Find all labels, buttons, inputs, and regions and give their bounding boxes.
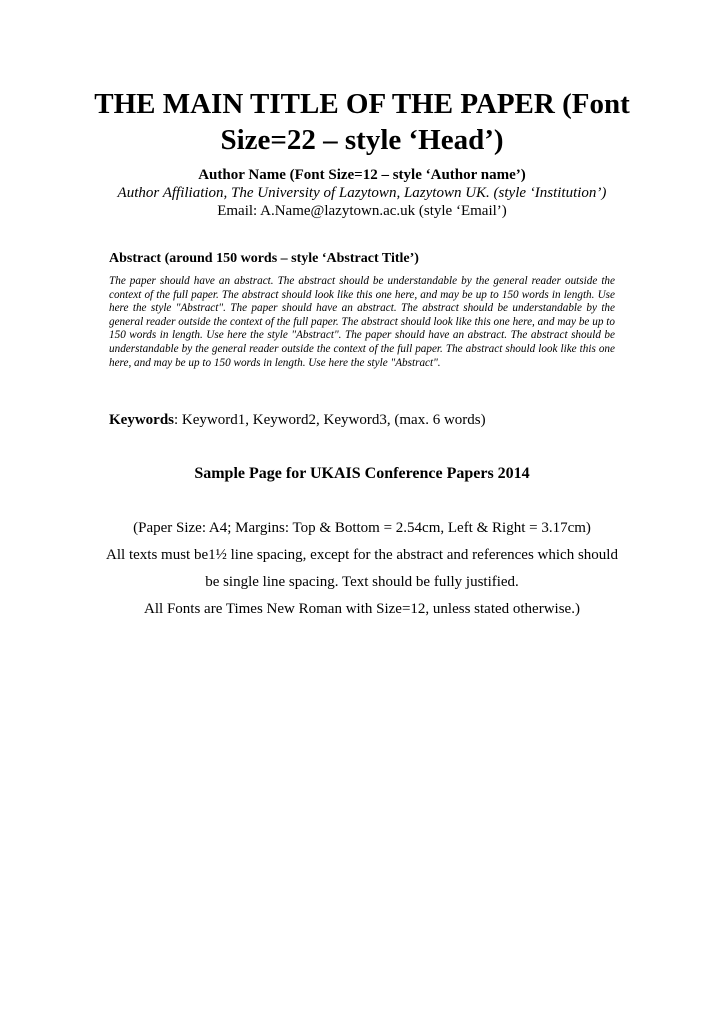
abstract-body: The paper should have an abstract. The abstract should be understandable by the general reader outside the context of the full paper. The abstract should look like this one here, and may be up to 150 words in length. Use here the style "Abstract". The paper should have an abstract. The abstract should be understandable by the general reader outside the context of the full paper. The abstract should look like this one here, and may be up to 150 words in length. Use here the style "Abstract". The paper should have an abstract. The abstract should be understandable by the general reader outside the context of the full paper. The abstract should look like this one here, and may be up to 150 words in length. Use here the style "Abstract".: [109, 275, 615, 369]
paper-title: [90, 86, 634, 158]
abstract-title: Abstract (around 150 words – style ‘Abstract Title’): [109, 251, 419, 266]
guideline-line-1: (Paper Size: A4; Margins: Top & Bottom = 2.54cm, Left & Right = 3.17cm): [133, 520, 591, 536]
guideline-line-2: All texts must be1½ line spacing, except for the abstract and references which should: [106, 547, 618, 563]
keywords-line: [109, 411, 615, 429]
keywords-label: Keywords: [109, 412, 174, 428]
author-name: Author Name (Font Size=12 – style ‘Author name’): [198, 167, 526, 183]
author-block: [90, 166, 634, 220]
author-email: Email: A.Name@lazytown.ac.uk (style ‘Email’): [217, 203, 507, 219]
guideline-line-4: All Fonts are Times New Roman with Size=12, unless stated otherwise.): [144, 601, 580, 617]
author-affiliation: Author Affiliation, The University of Lazytown, Lazytown UK. (style ‘Institution’): [117, 185, 607, 201]
guideline-line-3: be single line spacing. Text should be fully justified.: [205, 574, 519, 590]
formatting-guidelines: [100, 515, 624, 623]
paper-title-line-1: THE MAIN TITLE OF THE PAPER (Font: [94, 88, 630, 120]
sample-heading: Sample Page for UKAIS Conference Papers 2014: [194, 465, 530, 482]
keywords-text: : Keyword1, Keyword2, Keyword3, (max. 6 words): [174, 412, 486, 428]
paper-title-line-2: Size=22 – style ‘Head’): [220, 124, 504, 156]
